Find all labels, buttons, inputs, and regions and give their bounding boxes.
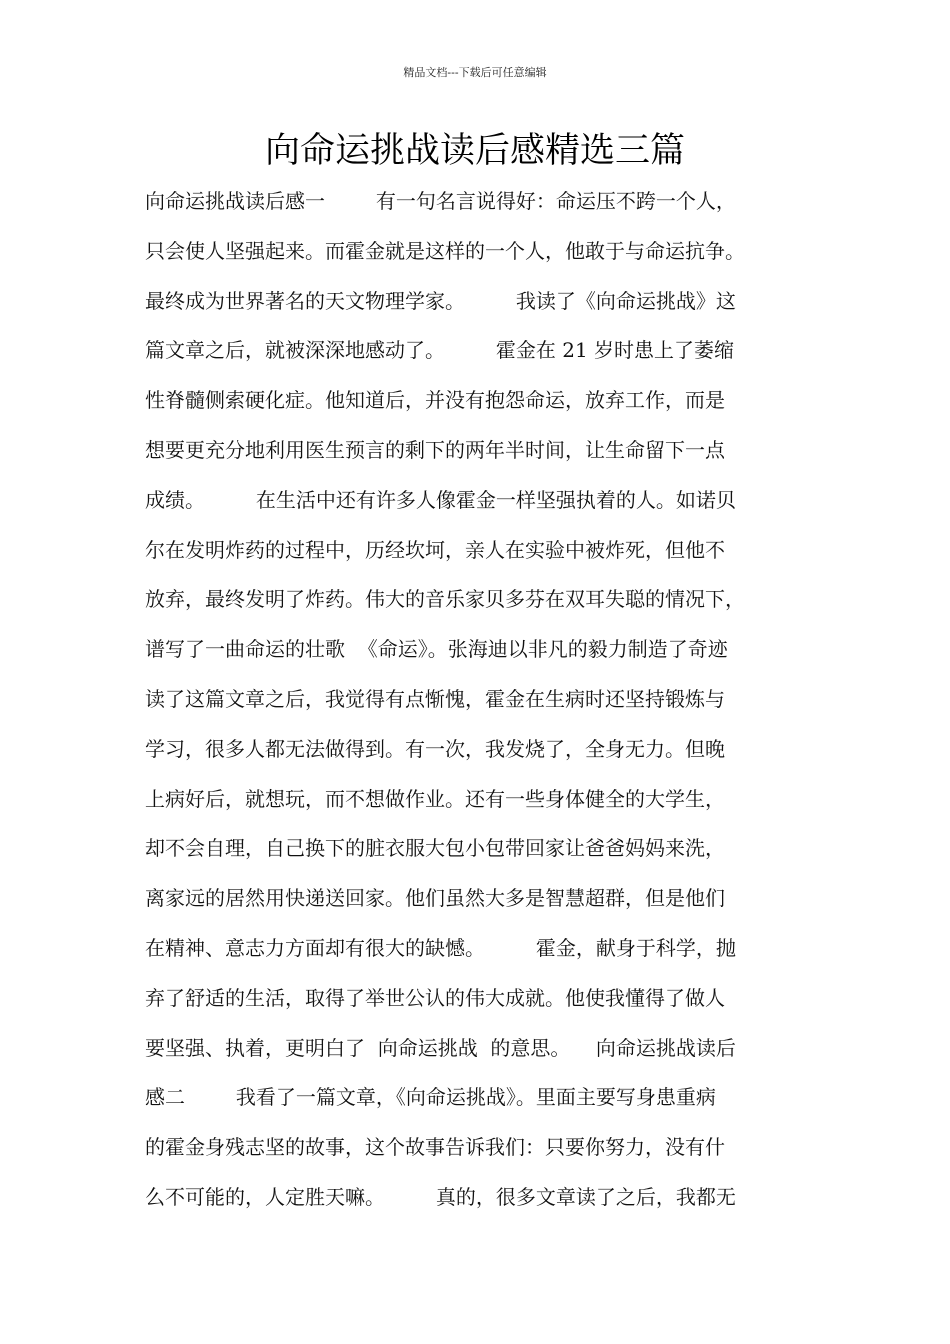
- body-line: 要坚强、执着，更明白了 向命运挑战 的意思。 向命运挑战读后: [145, 1035, 736, 1060]
- body-line: 尔在发明炸药的过程中，历经坎坷，亲人在实验中被炸死，但他不: [145, 537, 725, 562]
- body-line: 弃了舒适的生活，取得了举世公认的伟大成就。他使我懂得了做人: [145, 985, 725, 1010]
- document-body: [145, 180, 825, 1226]
- body-line: 离家远的居然用快递送回家。他们虽然大多是智慧超群，但是他们: [145, 886, 725, 911]
- body-line: 谱写了一曲命运的壮歌 《命运》。张海迪以非凡的毅力制造了奇迹: [145, 637, 728, 662]
- body-line: 在精神、意志力方面却有很大的缺憾。 霍金，献身于科学，抛: [145, 935, 736, 960]
- body-line: 却不会自理，自己换下的脏衣服大包小包带回家让爸爸妈妈来洗，: [145, 836, 725, 861]
- body-line: 上病好后，就想玩，而不想做作业。还有一些身体健全的大学生，: [145, 786, 725, 811]
- document-title: 向命运挑战读后感精选三篇: [264, 131, 685, 171]
- page-header-note: 精品文档---下载后可任意编辑: [403, 66, 547, 79]
- body-line: 么不可能的，人定胜天嘛。 真的，很多文章读了之后，我都无: [145, 1184, 736, 1209]
- body-line: 学习，很多人都无法做得到。有一次，我发烧了，全身无力。但晚: [145, 736, 725, 761]
- body-line: 的霍金身残志坚的故事，这个故事告诉我们：只要你努力，没有什: [145, 1135, 725, 1160]
- body-line: 想要更充分地利用医生预言的剩下的两年半时间，让生命留下一点: [145, 437, 725, 462]
- body-line: 性脊髓侧索硬化症。他知道后，并没有抱怨命运，放弃工作，而是: [145, 388, 725, 413]
- body-line: 只会使人坚强起来。而霍金就是这样的一个人，他敢于与命运抗争。: [145, 238, 745, 263]
- body-line: 成绩。 在生活中还有许多人像霍金一样坚强执着的人。如诺贝: [145, 487, 736, 512]
- body-line: 读了这篇文章之后，我觉得有点惭愧，霍金在生病时还坚持锻炼与: [145, 686, 725, 711]
- body-line: 向命运挑战读后感一 有一句名言说得好：命运压不跨一个人，: [145, 189, 736, 213]
- body-line: 感二 我看了一篇文章，《向命运挑战》。里面主要写身患重病: [145, 1085, 716, 1110]
- body-line: 最终成为世界著名的天文物理学家。 我读了《向命运挑战》这: [145, 288, 736, 313]
- body-line: 放弃，最终发明了炸药。伟大的音乐家贝多芬在双耳失聪的情况下，: [145, 587, 745, 612]
- body-line: 篇文章之后，就被深深地感动了。 霍金在 21 岁时患上了萎缩: [145, 338, 735, 363]
